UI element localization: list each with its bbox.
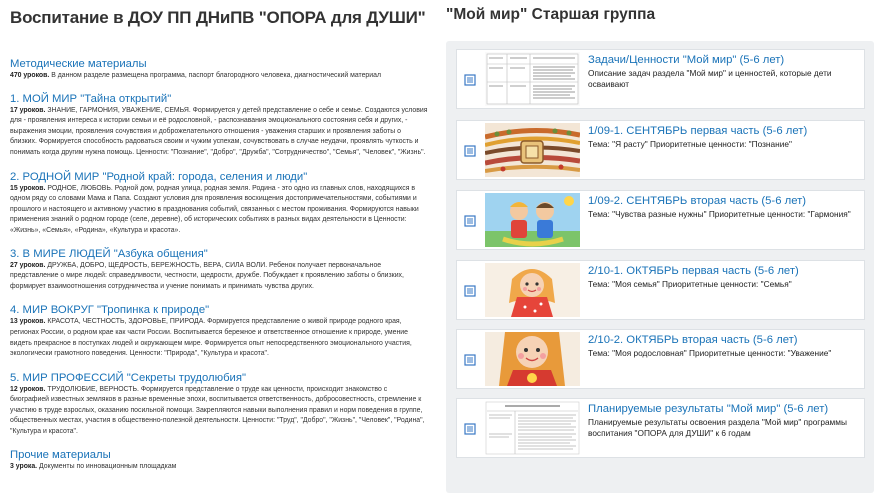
section-text: ДРУЖБА, ДОБРО, ЩЕДРОСТЬ, БЕРЕЖНОСТЬ, ВЕРА, СИЛА ВОЛИ. Ребенок получает первоначальное представление о мире людей: справедливости, честности, щедрости, дружбе. Побуждает к проявлению заботы о близких, формирует взаимоотношения сотрудничества и учение понимать и принимать чувства других.: [10, 261, 404, 290]
page-title: Воспитание в ДОУ ПП ДНиПВ "ОПОРА для ДУШИ": [10, 8, 426, 27]
doll-drawing-thumbnail[interactable]: [485, 263, 580, 317]
section-text: ТРУДОЛЮБИЕ, ВЕРНОСТЬ. Формируется представление о труде как ценности, происходит знакомство с биографией известных земляков в разные временные эпохи, воспитывается ответственность, добросовестность, стремление к участию в труде взрослых, оказанию посильной помощи. Закрепляются навыки выполнения правил и норм поведения в группе, общественных местах, участия в общественно-полезной деятельности. Ценности: "Труд", "Добро", "Жизнь", "Человек", "Родина", "Культура и красота".: [10, 385, 425, 436]
card-description: Тема: "Я расту" Приоритетные ценности: "Познание": [588, 139, 792, 149]
section-link[interactable]: 2. РОДНОЙ МИР "Родной край: города, селения и люди": [10, 170, 308, 183]
section-link[interactable]: Методические материалы: [10, 58, 147, 70]
section-description: [10, 71, 428, 82]
group-title: "Мой мир" Старшая группа: [446, 6, 656, 23]
lesson-count: 17 уроков.: [10, 106, 46, 114]
document-icon: [464, 285, 476, 297]
section-world-around: [10, 303, 428, 359]
section-text: В данном разделе размещена программа, паспорт благородного человека, диагностический материал: [49, 72, 381, 79]
sections-column: [10, 8, 428, 490]
lessons-panel: [446, 41, 874, 493]
lesson-card[interactable]: [456, 190, 865, 250]
doll-closeup-thumbnail[interactable]: [485, 332, 580, 386]
lesson-count: 3 урока.: [10, 462, 38, 470]
card-description: Планируемые результаты освоения раздела "Мой мир" программы воспитания "ОПОРА для ДУШИ" к 6 годам: [588, 417, 847, 438]
lesson-card[interactable]: [456, 329, 865, 389]
lesson-count: 13 уроков.: [10, 318, 46, 326]
section-text: Документы по инновационным площадкам: [37, 462, 177, 470]
card-text: [588, 195, 860, 220]
section-link[interactable]: 5. МИР ПРОФЕССИЙ "Секреты трудолюбия": [10, 371, 246, 384]
section-description: [10, 184, 428, 237]
card-text: [588, 54, 860, 89]
card-description: Тема: "Моя семья" Приоритетные ценности: "Семья": [588, 279, 792, 289]
card-description: Описание задач раздела "Мой мир" и ценностей, которые дети осваивают: [588, 68, 832, 89]
section-link[interactable]: 1. МОЙ МИР "Тайна открытий": [10, 92, 172, 105]
lesson-card[interactable]: [456, 49, 865, 109]
section-description: [10, 261, 428, 293]
lesson-card[interactable]: [456, 260, 865, 320]
lesson-card[interactable]: [456, 120, 865, 180]
card-title-link[interactable]: Планируемые результаты "Мой мир" (5-6 лет): [588, 403, 829, 415]
section-link[interactable]: 3. В МИРЕ ЛЮДЕЙ "Азбука общения": [10, 247, 208, 260]
section-methodical: [10, 57, 428, 82]
document-icon: [464, 423, 476, 435]
section-description: [10, 106, 428, 159]
lesson-count: 15 уроков.: [10, 184, 46, 192]
section-people-world: [10, 247, 428, 293]
card-text: [588, 125, 860, 150]
card-title-link[interactable]: 2/10-1. ОКТЯБРЬ первая часть (5-6 лет): [588, 265, 799, 277]
lesson-count: 470 уроков.: [10, 72, 50, 79]
card-description: Тема: "Чувства разные нужны" Приоритетные ценности: "Гармония": [588, 209, 851, 219]
card-text: [588, 403, 860, 438]
card-text: [588, 334, 860, 359]
card-title-link[interactable]: Задачи/Ценности "Мой мир" (5-6 лет): [588, 54, 785, 66]
document-icon: [464, 215, 476, 227]
document-icon: [464, 145, 476, 157]
section-link[interactable]: 4. МИР ВОКРУГ "Тропинка к природе": [10, 304, 210, 317]
beads-bracelet-thumbnail[interactable]: [485, 123, 580, 177]
document-icon: [464, 74, 476, 86]
section-link[interactable]: Прочие материалы: [10, 448, 111, 461]
card-description: Тема: "Моя родословная" Приоритетные ценности: "Уважение": [588, 348, 832, 358]
section-text: КРАСОТА, ЧЕСТНОСТЬ, ЗДОРОВЬЕ, ПРИРОДА. Формируется представление о живой природе родного края, регионах России, о родном крае как части России. Воспитывается бережное и ответственное отношение к природе, умение видеть прекрасное в поступках людей и окружающем мире. Формируется опыт непосредственного эмоционального участия, экологически грамотного поведения. Ценности: "Природа", "Культура и красота".: [10, 318, 412, 358]
lesson-count: 27 уроков.: [10, 261, 46, 269]
card-title-link[interactable]: 1/09-1. СЕНТЯБРЬ первая часть (5-6 лет): [588, 125, 808, 137]
card-title-link[interactable]: 2/10-2. ОКТЯБРЬ вторая часть (5-6 лет): [588, 334, 798, 346]
section-professions: [10, 371, 428, 438]
document-icon: [464, 354, 476, 366]
section-other: [10, 448, 428, 473]
section-description: [10, 385, 428, 438]
children-drawing-thumbnail[interactable]: [485, 193, 580, 247]
card-title-link[interactable]: 1/09-2. СЕНТЯБРЬ вторая часть (5-6 лет): [588, 195, 807, 207]
lesson-card[interactable]: [456, 398, 865, 458]
card-text: [588, 265, 860, 290]
section-my-world: [10, 92, 428, 159]
document-text-thumbnail[interactable]: [485, 401, 580, 455]
section-native-world: [10, 170, 428, 237]
section-text: ЗНАНИЕ, ГАРМОНИЯ, УВАЖЕНИЕ, СЕМЬЯ. Формируется у детей представление о себе и семье. Создаются условия для - проявления интереса к истории семьи и её родословной, - распознавания эмоционального состояния себя и других, - выражения эмоции, проявления сочувствия и доброжелательного отношения - уважения старших и проявления заботы о близких. Формируется способность радоваться своим и чужим успехам, сочувствовать в случае неудачи, проявлять чуткость и понимать когда другим нужна помощь. Ценности: "Познание", "Добро", "Дружба", "Сотрудничество", "Семья", "Человек", "Жизнь".: [10, 106, 428, 156]
section-description: [10, 462, 428, 473]
lesson-count: 12 уроков.: [10, 385, 46, 393]
document-table-thumbnail[interactable]: [485, 52, 580, 106]
section-description: [10, 317, 428, 359]
section-text: РОДНОЕ, ЛЮБОВЬ. Родной дом, родная улица, родная земля. Родина - это одно из главных слов, находящихся в одном ряду со словами Мама и Папа. Создают условия для проявления восхищения достопримечательностями, событиями и прошлого и настоящего и активному участию в празднования событий, связанных с местом проживания. Формируются навыки применения знаний о родном городе (селе, деревне), об исторических событиях в разных видах деятельности в Ценности: «Жизнь», «Семья», «Родина», «Культура и красота».: [10, 184, 419, 234]
